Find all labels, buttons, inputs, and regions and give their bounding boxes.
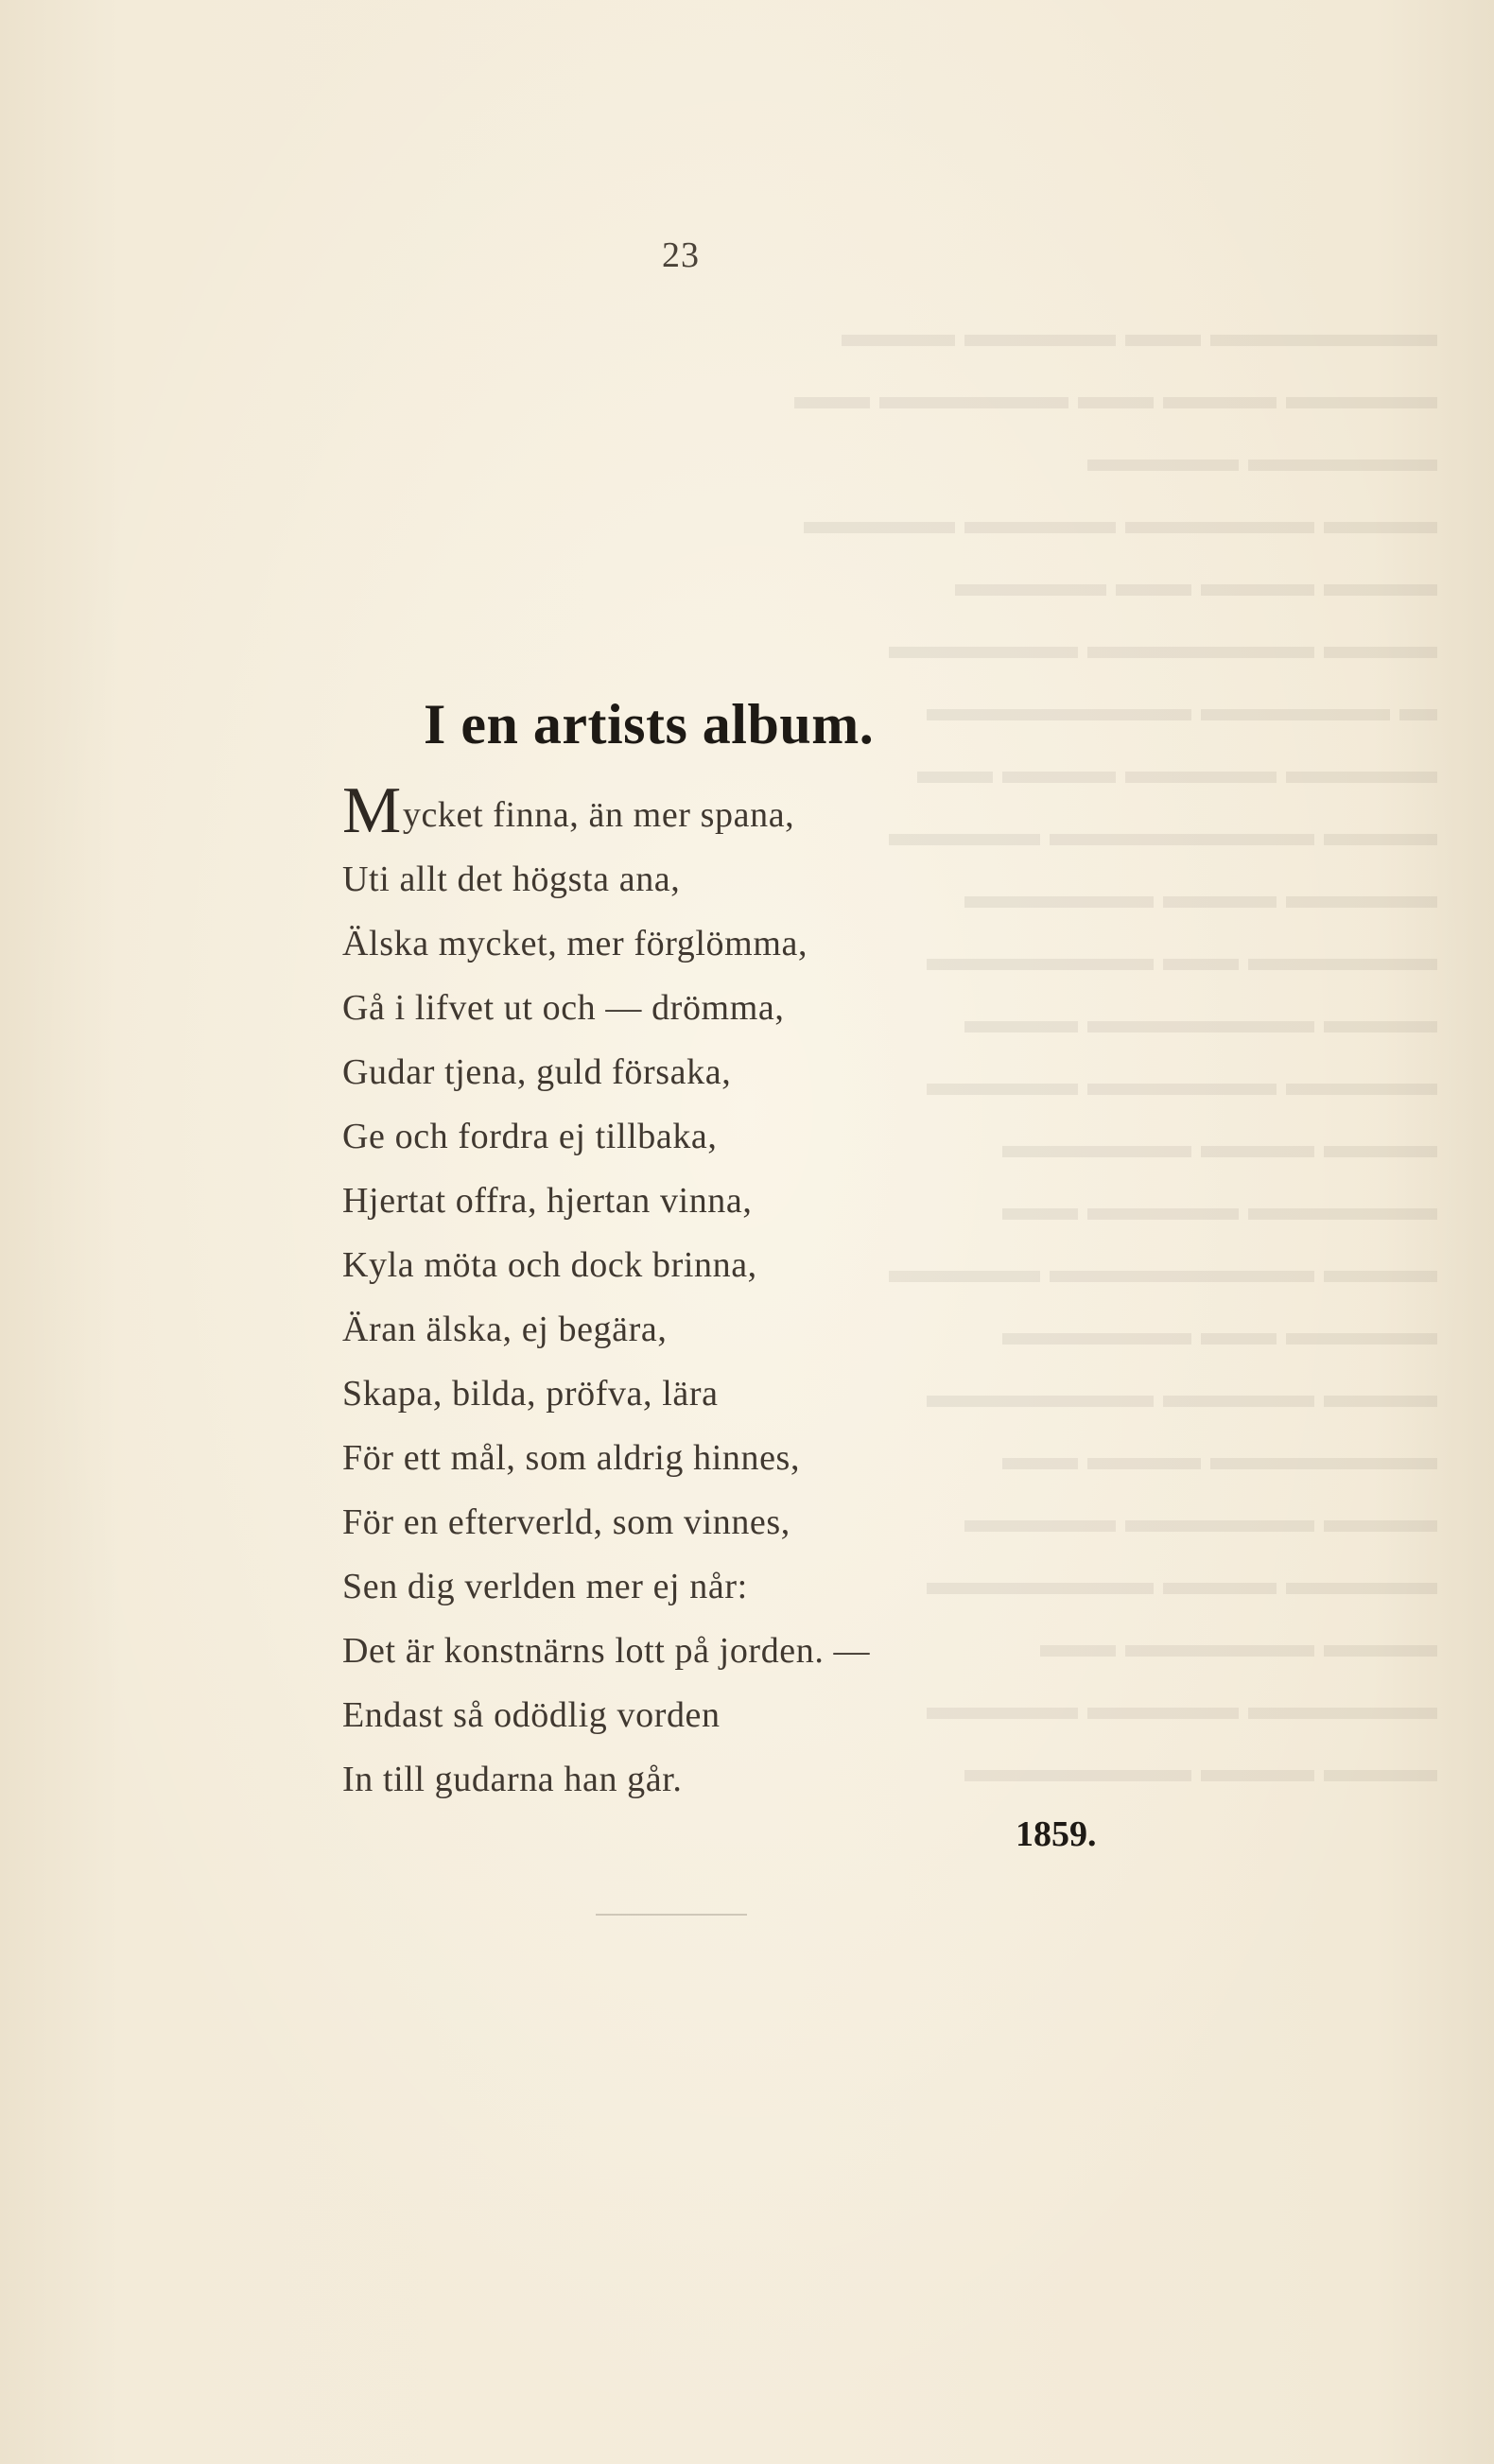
poem-line: För ett mål, som aldrig hinnes, — [342, 1438, 801, 1478]
poem-line: Skapa, bilda, pröfva, lära — [342, 1374, 719, 1414]
poem-line: Äran älska, ej begära, — [342, 1310, 668, 1349]
poem-body — [342, 774, 1099, 1812]
page-number: 23 — [662, 235, 700, 275]
poem-line: Gå i lifvet ut och — drömma, — [342, 988, 785, 1028]
poem-line: Uti allt det högsta ana, — [342, 859, 681, 899]
bleed-through-texture: ▬▬▬▬▬▬ ▬▬ ▬▬▬▬ ▬▬▬ ▬▬▬▬ ▬▬▬ ▬▬ ▬▬▬▬▬ ▬▬ ▬▬▬▬▬ ▬▬▬▬ ▬▬▬ ▬▬▬▬▬ ▬▬▬▬ ▬▬▬▬ ▬▬▬ ▬▬▬ ▬▬ ▬▬▬▬ ▬▬▬ ▬▬▬▬▬▬ ▬▬▬▬▬ ▬ ▬▬▬▬▬ ▬▬▬▬▬▬▬ ▬▬▬▬ ▬▬▬▬ ▬▬▬ ▬▬ ▬▬▬ ▬▬▬▬▬▬▬ ▬▬▬▬ ▬▬▬▬ ▬▬▬ ▬▬▬▬▬ ▬▬▬▬▬ ▬▬ ▬▬▬▬▬▬ ▬▬▬ ▬▬▬▬▬▬ ▬▬▬ ▬▬▬▬ ▬▬▬▬▬ ▬▬▬▬ ▬▬▬ ▬▬▬ ▬▬▬▬▬ ▬▬▬▬▬ ▬▬▬▬ ▬▬ ▬▬▬ ▬▬▬▬▬▬▬ ▬▬▬▬ ▬▬▬▬ ▬▬ ▬▬▬▬▬ ▬▬▬ ▬▬▬▬ ▬▬▬▬▬▬ ▬▬▬▬▬▬ ▬▬▬ ▬▬ ▬▬▬ ▬▬▬▬▬ ▬▬▬▬ ▬▬▬▬ ▬▬▬ ▬▬▬▬▬▬ ▬▬▬ ▬▬▬▬▬ ▬▬ ▬▬▬▬▬ ▬▬▬▬ ▬▬▬▬ ▬▬▬ ▬▬▬ ▬▬▬▬▬▬ — [794, 312, 1437, 1790]
poem-line: För en efterverld, som vinnes, — [342, 1502, 790, 1542]
poem-line: Endast så odödlig vorden — [342, 1695, 721, 1735]
poem-line: Älska mycket, mer förglömma, — [342, 924, 808, 963]
drop-initial: M — [342, 774, 402, 847]
poem-line: Gudar tjena, guld försaka, — [342, 1052, 732, 1092]
poem-line: Ge och fordra ej tillbaka, — [342, 1117, 718, 1156]
poem-year: 1859. — [1016, 1814, 1097, 1854]
poem-line: In till gudarna han går. — [342, 1760, 683, 1799]
poem-line: Sen dig verlden mer ej når: — [342, 1567, 748, 1606]
poem-line: Mycket finna, än mer spana, — [342, 774, 795, 847]
poem-line: Kyla möta och dock brinna, — [342, 1245, 757, 1285]
end-rule — [596, 1914, 747, 1916]
poem-line: Det är konstnärns lott på jorden. — — [342, 1631, 871, 1671]
poem-line: Hjertat offra, hjertan vinna, — [342, 1181, 753, 1221]
poem-title: I en artists album. — [424, 693, 875, 756]
